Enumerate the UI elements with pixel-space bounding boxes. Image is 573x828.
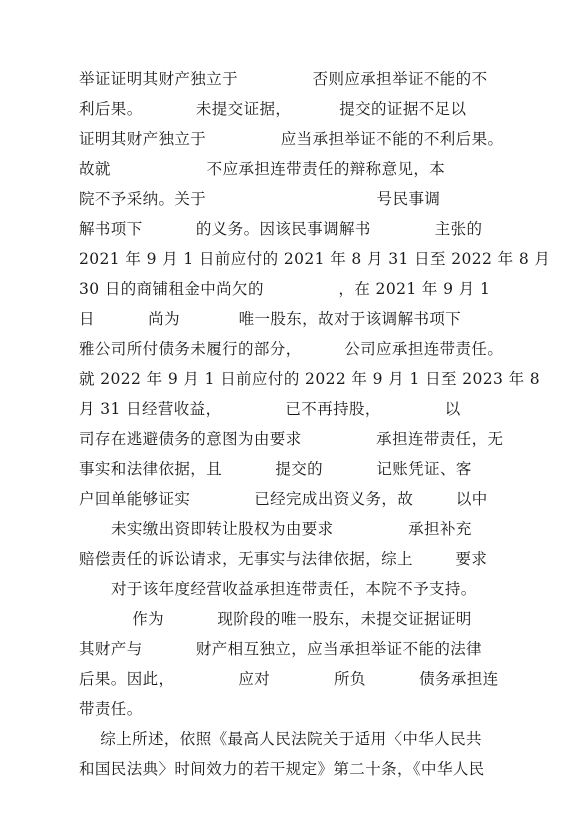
text-line-20: 其财产与 财产相互独立，应当承担举证不能的法律 (79, 640, 483, 658)
text-line-22: 带责任。 (79, 700, 143, 718)
text-line-24: 和国民法典〉时间效力的若干规定》第二十条，《中华人民 (79, 760, 485, 778)
text-line-17: 赔偿责任的诉讼请求，无事实与法律依据，综上 要求 (79, 550, 488, 568)
text-line-7: 2021 年 9 月 1 日前应付的 2021 年 8 月 31 日至 2022 年 8 月 (79, 250, 551, 268)
text-line-23: 综上所述，依照《最高人民法院关于适用〈中华人民共 (79, 730, 482, 748)
text-line-11: 就 2022 年 9 月 1 日前应付的 2022 年 9 月 1 日至 2023 年 8 (79, 370, 541, 388)
text-line-3: 证明其财产独立于 应当承担举证不能的不利后果。 (79, 130, 504, 148)
text-line-12: 月 31 日经营收益， 已不再持股， 以 (79, 400, 461, 418)
text-line-18: 对于该年度经营收益承担连带责任，本院不予支持。 (79, 580, 477, 598)
text-line-14: 事实和法律依据，且 提交的 记账凭证、客 (79, 460, 472, 478)
text-line-19: 作为 现阶段的唯一股东，未提交证据证明 (79, 610, 472, 628)
text-line-21: 后果。因此， 应对 所负 债务承担连 (79, 670, 499, 688)
text-line-8: 30 日的商铺租金中尚欠的 ，在 2021 年 9 月 1 (79, 280, 491, 298)
text-line-1: 举证证明其财产独立于 否则应承担举证不能的不 (79, 70, 488, 88)
text-line-6: 解书项下 的义务。因该民事调解书 主张的 (79, 220, 483, 238)
text-line-9: 日 尚为 唯一股东，故对于该调解书项下 (79, 310, 462, 328)
text-line-16: 未实缴出资即转让股权为由要求 承担补充 (79, 520, 472, 538)
text-line-13: 司存在逃避债务的意图为由要求 承担连带责任，无 (79, 430, 504, 448)
text-line-5: 院不予采纳。关于 号民事调 (79, 190, 441, 208)
text-line-15: 户回单能够证实 已经完成出资义务，故 以中 (79, 490, 488, 508)
text-line-2: 利后果。 未提交证据， 提交的证据不足以 (79, 100, 467, 118)
text-line-10: 雅公司所付债务未履行的部分， 公司应承担连带责任。 (79, 340, 504, 358)
text-line-4: 故就 不应承担连带责任的辩称意见，本 (79, 160, 446, 178)
